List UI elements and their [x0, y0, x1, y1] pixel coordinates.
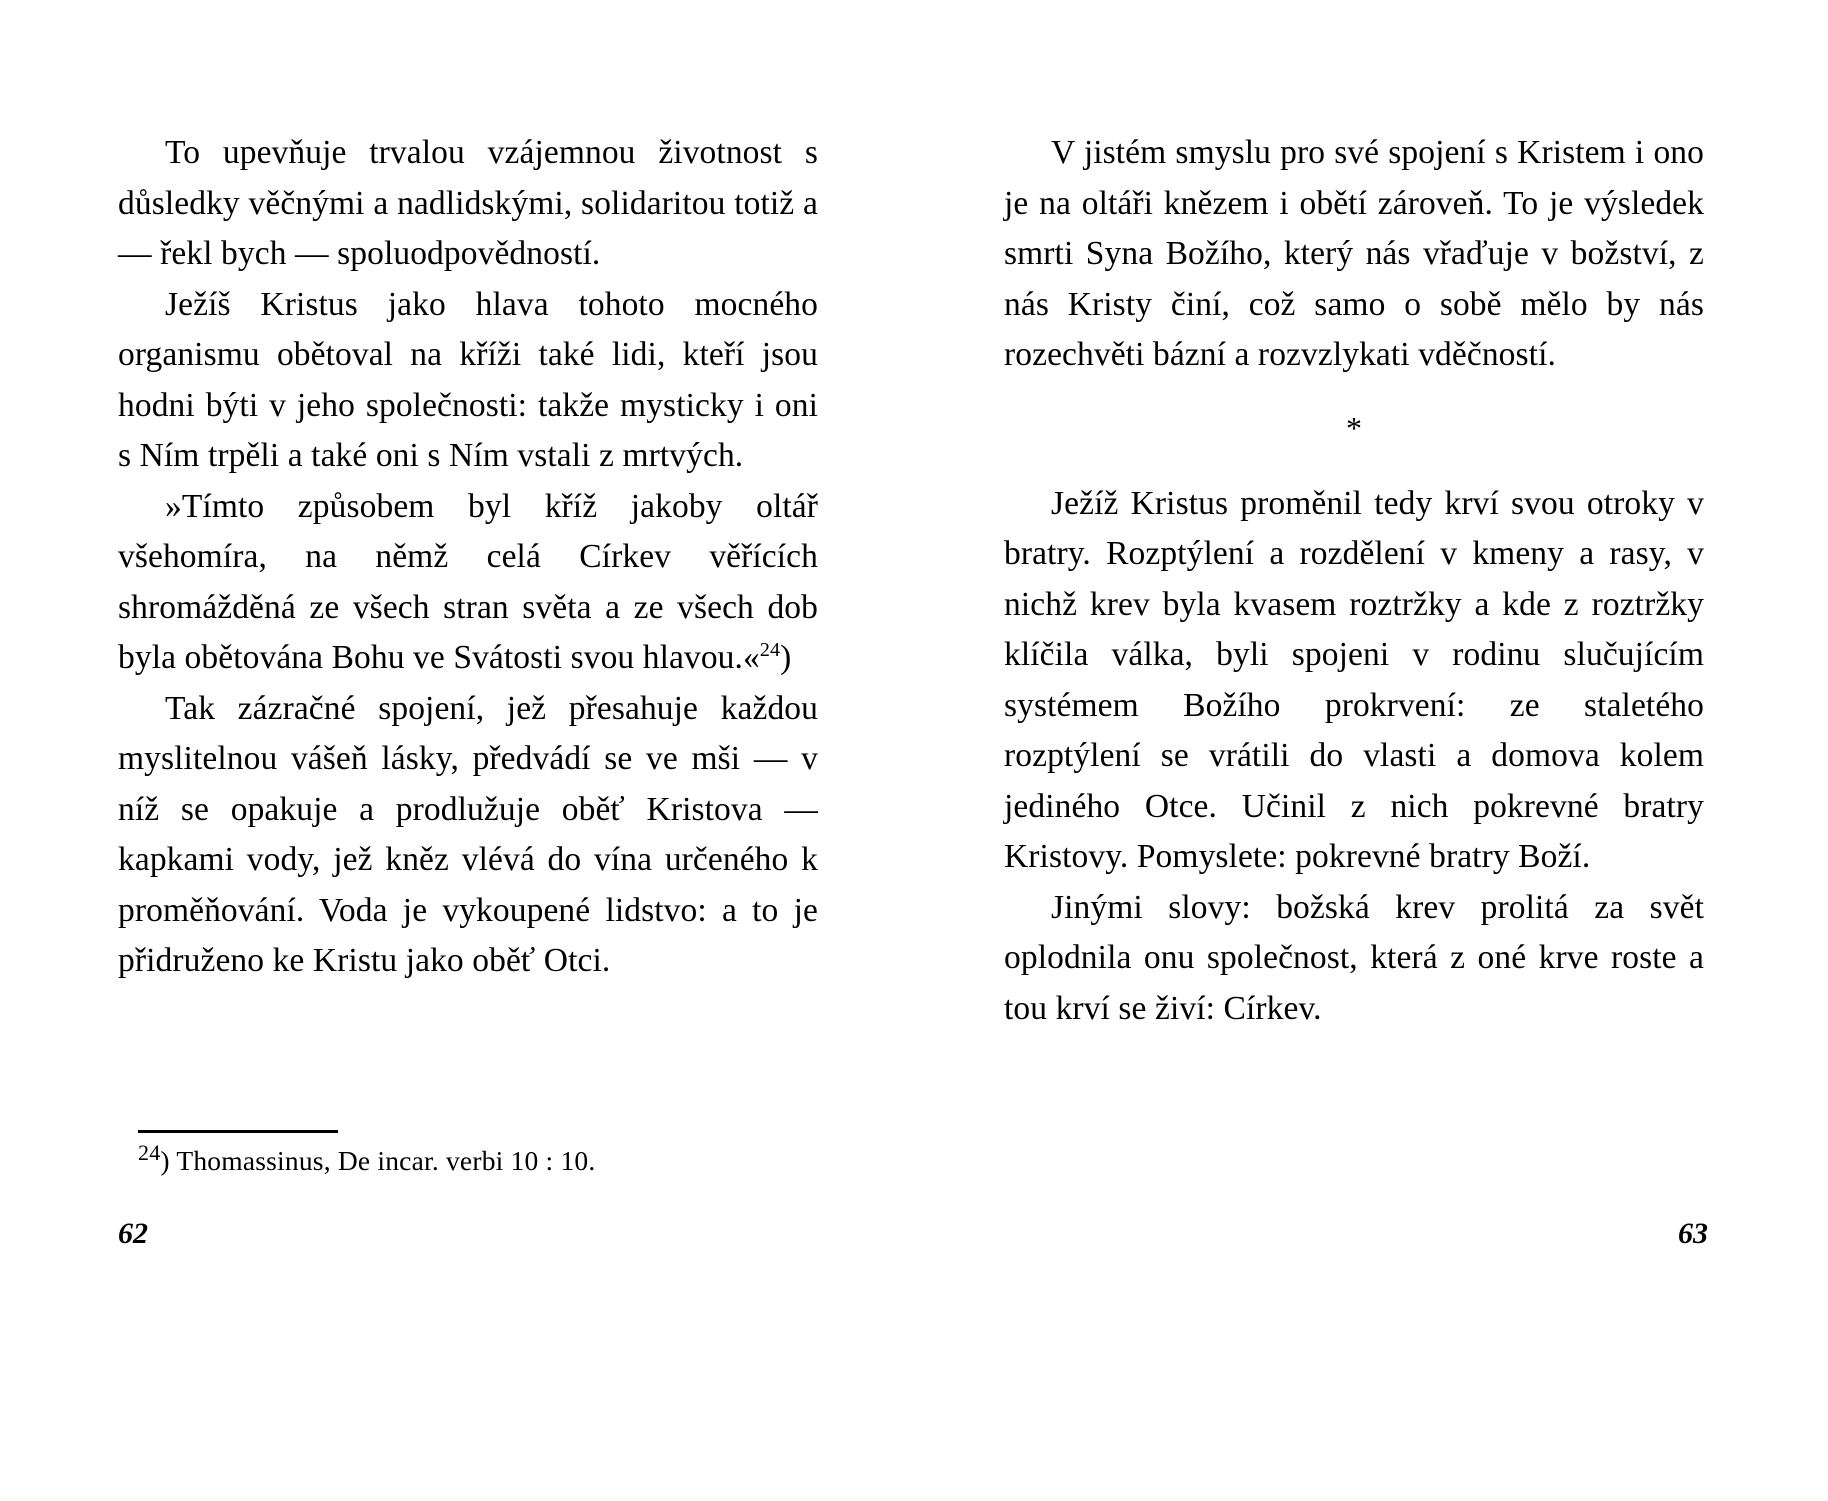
page-number-right: 63 [1678, 1217, 1708, 1250]
paragraph: Tak zázračné spojení, jež přesahuje každou myslitelnou vášeň lásky, předvádí se ve mši — v níž se opakuje a prodlužuje oběť Kristova — kapkami vody, jež kněz vlévá do vína určeného k proměňování. Voda je vykoupené lidstvo: a to je přidruženo ke Kristu jako oběť Otci. [118, 689, 818, 979]
footnote-entry [118, 1139, 818, 1179]
footnote-marker-close: ) [780, 639, 792, 676]
paragraph: Ježíž Kristus proměnil tedy krví svou otroky v bratry. Rozptýlení a rozdělení v kmeny a rasy, v nichž krev byla kvasem roztržky a kde z roztržky klíčila válka, byli spojeni v rodinu slučujícím systémem Božího prokrvení: ze staletého rozptýlení se vrátili do vlasti a domova kolem jediného Otce. Učinil z nich pokrevné bratry Kristovy. Pomyslete: pokrevné bratry Boží. [1004, 484, 1704, 875]
text-column-right [1004, 128, 1704, 1034]
footnote-divider-rule [138, 1130, 338, 1133]
footnote-number: 24 [138, 1139, 161, 1165]
footnote-text: Thomassinus, De incar. verbi 10 : 10. [176, 1145, 596, 1176]
footnote-number-suffix: ) [160, 1145, 170, 1176]
paragraph: V jistém smyslu pro své spojení s Kristem i ono je na oltáři knězem i obětí zároveň. To je výsledek smrti Syna Božího, který nás vřaďuje v božství, z nás Kristy činí, což samo o sobě mělo by nás rozechvěti bázní a rozvzlykati vděčností. [1004, 134, 1704, 373]
footnote-area [118, 1130, 818, 1179]
paragraph: Ježíš Kristus jako hlava tohoto mocného organismu obětoval na kříži také lidi, kteří jsou hodni býti v jeho společnosti: takže mysticky i oni s Ním trpěli a také oni s Ním vstali z mrtvých. [118, 285, 818, 474]
page-right [914, 0, 1828, 1501]
text-column-left [118, 128, 818, 987]
paragraph-text: »Tímto způsobem byl kříž jakoby oltář všehomíra, na němž celá Církev věřících shromážděná ze všech stran světa a ze všech dob byla obětována Bohu ve Svátosti svou hlavou.« [118, 487, 818, 676]
section-divider-asterisk: * [1346, 409, 1362, 446]
paragraph: Jinými slovy: božská krev prolitá za svět oplodnila onu společnost, která z oné krve roste a tou krví se živí: Církev. [1004, 888, 1704, 1027]
paragraph-with-note [118, 482, 818, 684]
page-number-left: 62 [118, 1217, 148, 1250]
paragraph: To upevňuje trvalou vzájemnou životnost s důsledky věčnými a nadlidskými, solidaritou totiž a — řekl bych — spoluodpovědností. [118, 134, 818, 272]
footnote-reference-marker[interactable]: 24 [759, 638, 781, 661]
